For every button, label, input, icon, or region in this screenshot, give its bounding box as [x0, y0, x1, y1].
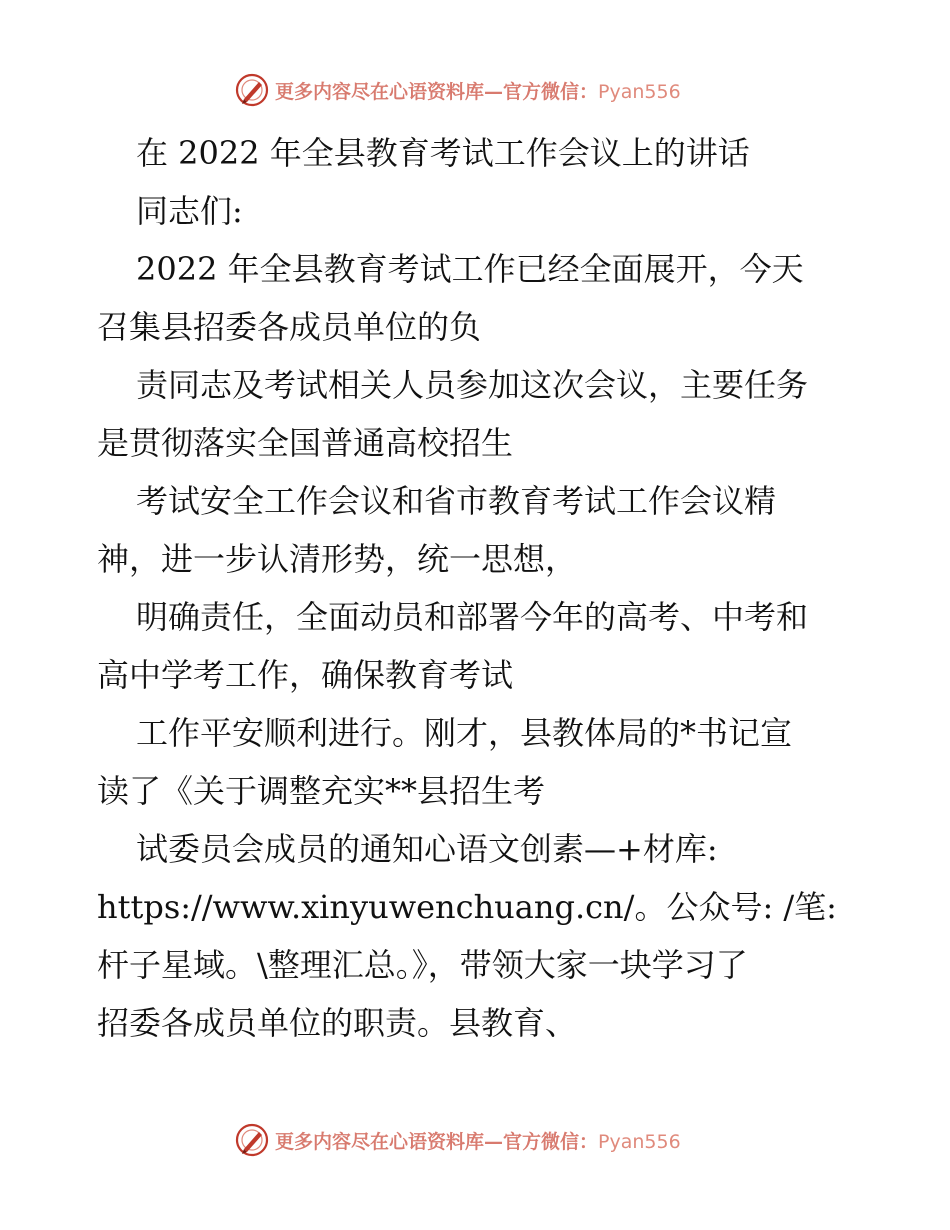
paragraph-line-url: https://www.xinyuwenchuang.cn/。公众号: /笔:: [97, 888, 837, 926]
paragraph-line: 责同志及考试相关人员参加这次会议，主要任务: [136, 366, 809, 404]
paragraph-line: 读了《关于调整充实**县招生考: [97, 772, 546, 810]
salutation: 同志们:: [136, 192, 243, 230]
paragraph-line: 高中学考工作，确保教育考试: [97, 656, 514, 694]
paragraph-line: 杆子星域。\整理汇总。》，带领大家一块学习了: [97, 946, 748, 984]
pen-logo-icon: [235, 1123, 269, 1157]
watermark-text: 更多内容尽在心语资料库—官方微信：Pyan556: [275, 80, 681, 103]
watermark-text: 更多内容尽在心语资料库—官方微信：Pyan556: [275, 1130, 681, 1153]
paragraph-line: 明确责任，全面动员和部署今年的高考、中考和: [136, 598, 809, 636]
paragraph-line: 召集县招委各成员单位的负: [97, 308, 482, 346]
paragraph-line: 试委员会成员的通知心语文创素—+材库:: [136, 830, 718, 868]
footer-watermark: [235, 1122, 681, 1158]
paragraph-line: 招委各成员单位的职责。县教育、: [97, 1004, 578, 1042]
paragraph-line: 考试安全工作会议和省市教育考试工作会议精: [136, 482, 777, 520]
paragraph-line: 是贯彻落实全国普通高校招生: [97, 424, 514, 462]
paragraph-line: 神，进一步认清形势，统一思想，: [97, 540, 578, 578]
paragraph-line: 工作平安顺利进行。刚才，县教体局的*书记宣: [136, 714, 793, 752]
document-body: [97, 124, 867, 1052]
pen-logo-icon: [235, 73, 269, 107]
document-title: 在 2022 年全县教育考试工作会议上的讲话: [136, 134, 750, 172]
header-watermark: [235, 72, 681, 108]
paragraph-line: 2022 年全县教育考试工作已经全面展开，今天: [136, 250, 804, 288]
